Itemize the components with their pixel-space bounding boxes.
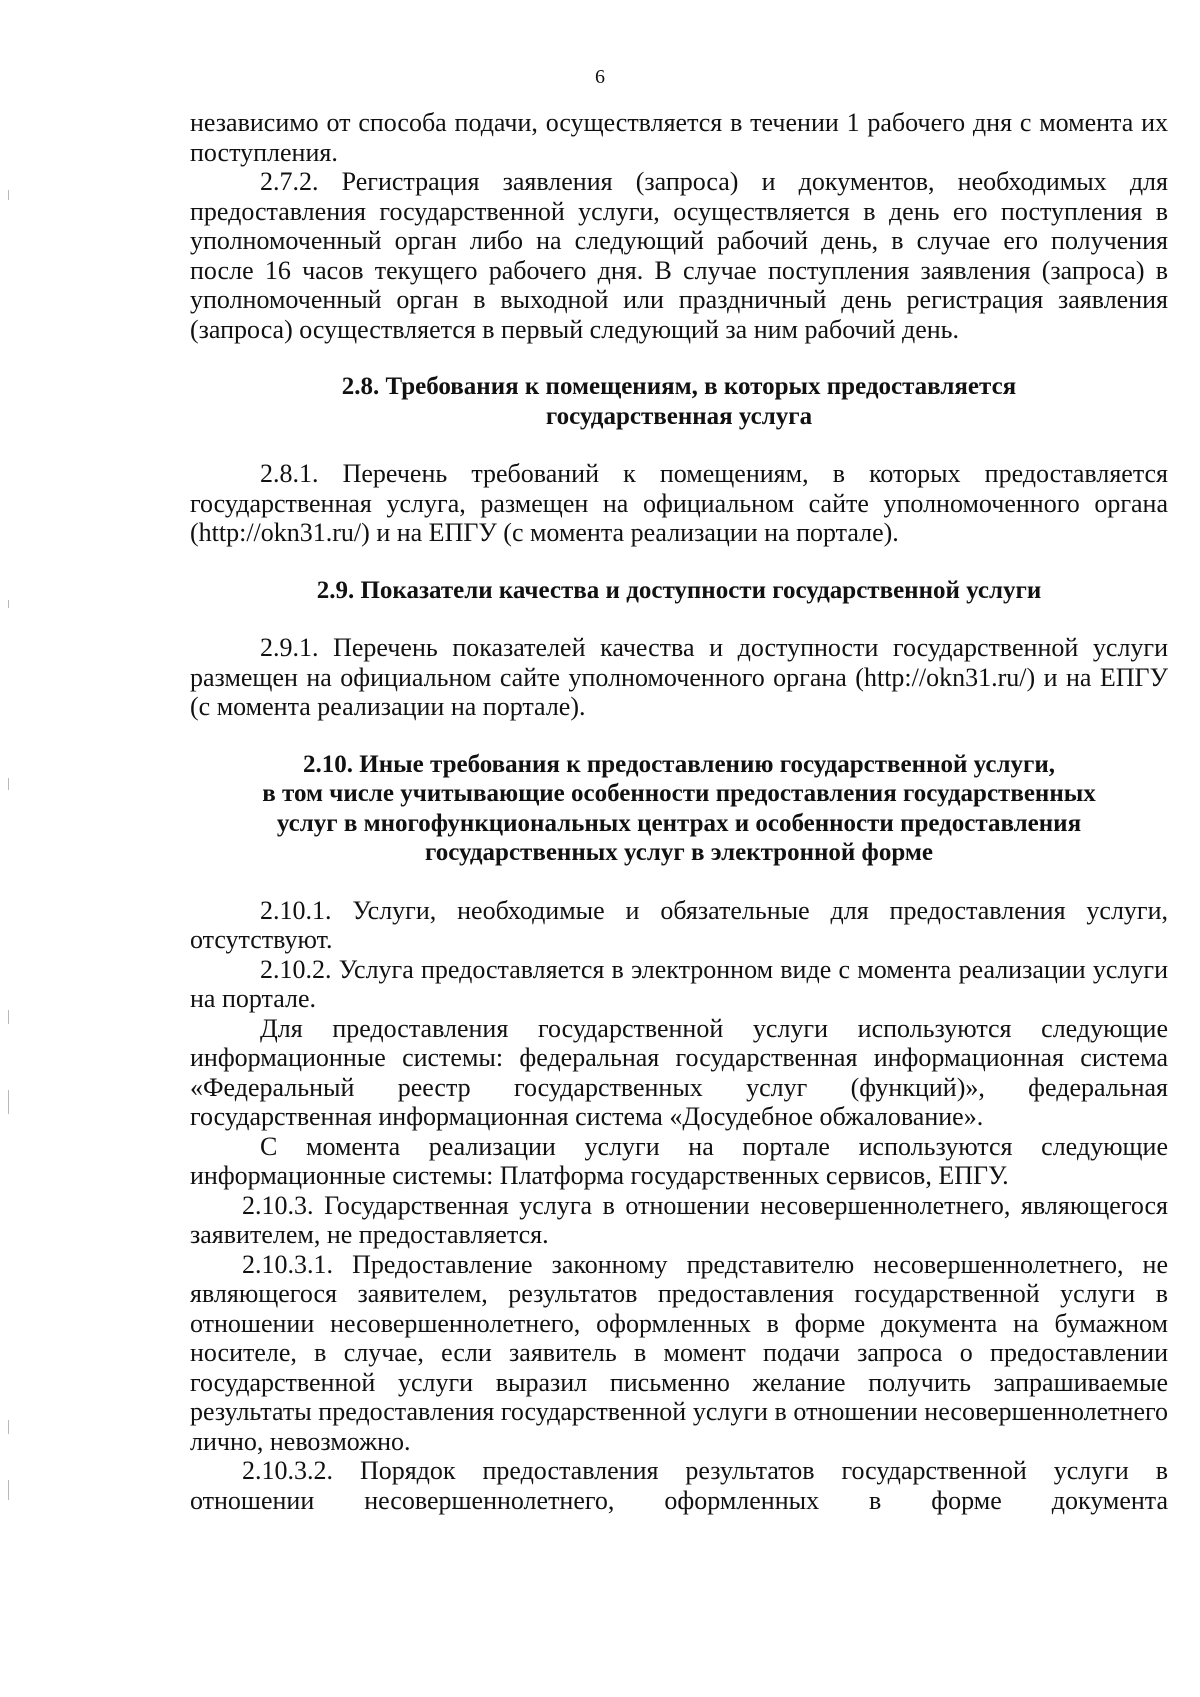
section-heading-2-8 — [190, 372, 1168, 431]
paragraph-2-10-2: 2.10.2. Услуга предоставляется в электронном виде с момента реализации услуги на портале. — [190, 954, 1168, 1013]
scan-margin-mark — [8, 190, 9, 200]
paragraph-continuation: независимо от способа подачи, осуществляется в течении 1 рабочего дня с момента их поступления. — [190, 108, 1168, 167]
heading-line: 2.10. Иные требования к предоставлению государственной услуги, — [303, 750, 1055, 778]
scan-margin-mark — [8, 1480, 9, 1500]
paragraph-2-10-1: 2.10.1. Услуги, необходимые и обязательные для предоставления услуги, отсутствуют. — [190, 895, 1168, 954]
paragraph-information-systems: Для предоставления государственной услуги используются следующие информационные системы: федеральная государственная информационная система «Федеральный реестр государственных услуг (функций)», федеральная государственная информационная система «Досудебное обжалование». — [190, 1013, 1168, 1131]
heading-line: 2.8. Требования к помещениям, в которых предоставляется — [341, 373, 1017, 400]
page-number: 6 — [595, 66, 605, 88]
paragraph-2-10-3: 2.10.3. Государственная услуга в отношении несовершеннолетнего, являющегося заявителем, не предоставляется. — [190, 1190, 1168, 1249]
paragraph-2-9-1: 2.9.1. Перечень показателей качества и доступности государственной услуги размещен на официальном сайте уполномоченного органа (http://okn31.ru/) и на ЕПГУ (с момента реализации на портале). — [190, 633, 1168, 721]
heading-line: государственная услуга — [545, 402, 813, 430]
document-body — [190, 108, 1168, 1515]
paragraph-2-10-3-1: 2.10.3.1. Предоставление законному представителю несовершеннолетнего, не являющегося заявителем, результатов предоставления государственной услуги в отношении несовершеннолетнего, оформленных в форме документа на бумажном носителе, в случае, если заявитель в момент подачи запроса о предоставлении государственной услуги выразил письменно желание получить запрашиваемые результаты предоставления государственной услуги в отношении несовершеннолетнего лично, невозможно. — [190, 1249, 1168, 1456]
paragraph-portal-systems: С момента реализации услуги на портале используются следующие информационные системы: Платформа государственных сервисов, ЕПГУ. — [190, 1131, 1168, 1190]
scan-margin-mark — [8, 778, 9, 790]
section-heading-2-10 — [190, 750, 1168, 868]
paragraph-2-8-1: 2.8.1. Перечень требований к помещениям, в которых предоставляется государственная услуга, размещен на официальном сайте уполномоченного органа (http://okn31.ru/) и на ЕПГУ (с момента реализации на портале). — [190, 459, 1168, 547]
scan-margin-mark — [8, 1090, 9, 1114]
heading-line: услуг в многофункциональных центрах и особенности предоставления — [276, 809, 1082, 837]
section-heading-2-9: 2.9. Показатели качества и доступности государственной услуги — [316, 576, 1042, 604]
heading-line: в том числе учитывающие особенности предоставления государственных — [262, 780, 1096, 807]
scan-margin-mark — [8, 1010, 9, 1024]
paragraph-2-7-2: 2.7.2. Регистрация заявления (запроса) и документов, необходимых для предоставления государственной услуги, осуществляется в день его поступления в уполномоченный орган либо на следующий рабочий день, в случае его получения после 16 часов текущего рабочего дня. В случае поступления заявления (запроса) в уполномоченный орган в выходной или праздничный день регистрация заявления (запроса) осуществляется в первый следующий за ним рабочий день. — [190, 167, 1168, 344]
heading-line: государственных услуг в электронной форме — [424, 839, 933, 866]
scan-margin-mark — [8, 600, 9, 608]
scan-margin-mark — [8, 1420, 9, 1434]
paragraph-2-10-3-2: 2.10.3.2. Порядок предоставления результатов государственной услуги в отношении несовершеннолетнего, оформленных в форме документа — [190, 1456, 1168, 1515]
